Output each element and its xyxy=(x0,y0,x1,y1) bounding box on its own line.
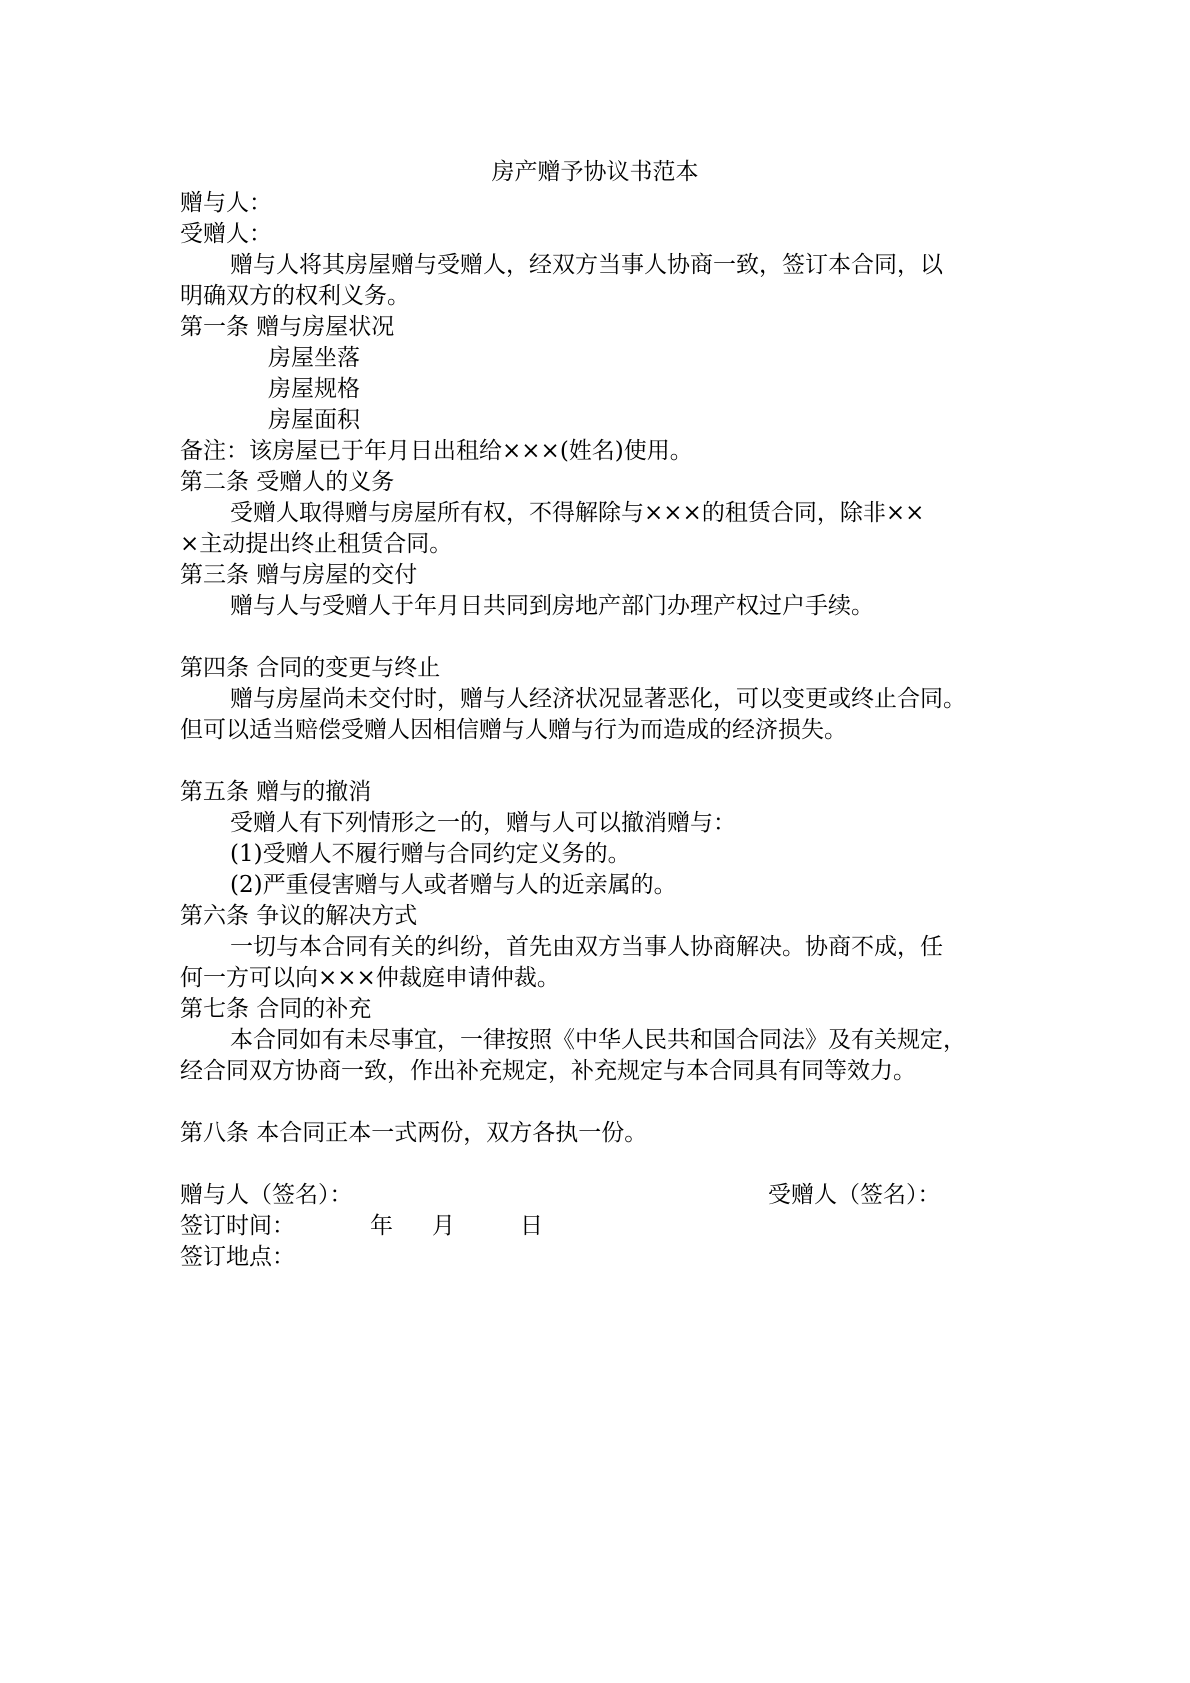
donor-signature-label: 赠与人（签名）： xyxy=(180,1182,353,1208)
donor-label: 赠与人： xyxy=(180,190,272,216)
document-title: 房产赠予协议书范本 xyxy=(491,159,699,185)
article6-line: 一切与本合同有关的纠纷，首先由双方当事人协商解决。协商不成，任 xyxy=(230,934,943,960)
article8-heading: 第八条 本合同正本一式两份，双方各执一份。 xyxy=(180,1120,648,1146)
signing-date-row xyxy=(180,1211,1010,1242)
date-day: 日 xyxy=(520,1213,543,1239)
article7-line: 本合同如有未尽事宜，一律按照《中华人民共和国合同法》及有关规定， xyxy=(230,1027,966,1053)
article3-heading: 第三条 赠与房屋的交付 xyxy=(180,562,418,588)
article4-line: 赠与房屋尚未交付时，赠与人经济状况显著恶化，可以变更或终止合同。 xyxy=(230,686,966,712)
article2-heading: 第二条 受赠人的义务 xyxy=(180,469,395,495)
article2-line: ×主动提出终止租赁合同。 xyxy=(180,531,453,557)
date-month: 月 xyxy=(432,1213,455,1239)
article5-line: (1)受赠人不履行赠与合同约定义务的。 xyxy=(230,841,631,867)
signature-row xyxy=(180,1180,1010,1211)
article4-heading: 第四条 合同的变更与终止 xyxy=(180,655,441,681)
article1-heading: 第一条 赠与房屋状况 xyxy=(180,314,395,340)
spacer xyxy=(180,746,1010,777)
article6-line: 何一方可以向×××仲裁庭申请仲裁。 xyxy=(180,965,560,991)
article1-note: 备注：该房屋已于年月日出租给×××(姓名)使用。 xyxy=(180,438,693,464)
article3-line: 赠与人与受赠人于年月日共同到房地产部门办理产权过户手续。 xyxy=(230,593,874,619)
article4-line: 但可以适当赔偿受赠人因相信赠与人赠与行为而造成的经济损失。 xyxy=(180,717,847,743)
article1-item: 房屋规格 xyxy=(268,376,360,402)
spacer xyxy=(180,1087,1010,1118)
article1-item: 房屋面积 xyxy=(268,407,360,433)
intro-line: 赠与人将其房屋赠与受赠人，经双方当事人协商一致，签订本合同，以 xyxy=(230,252,943,278)
article6-heading: 第六条 争议的解决方式 xyxy=(180,903,418,929)
article1-item: 房屋坐落 xyxy=(268,345,360,371)
donee-signature-label: 受赠人（签名）： xyxy=(768,1182,941,1208)
spacer xyxy=(180,1149,1010,1180)
intro-line: 明确双方的权利义务。 xyxy=(180,283,410,309)
article2-line: 受赠人取得赠与房屋所有权，不得解除与×××的租赁合同，除非×× xyxy=(230,500,925,526)
article5-line: 受赠人有下列情形之一的，赠与人可以撤消赠与： xyxy=(230,810,736,836)
article5-line: (2)严重侵害赠与人或者赠与人的近亲属的。 xyxy=(230,872,677,898)
article5-heading: 第五条 赠与的撤消 xyxy=(180,779,372,805)
signing-place-label: 签订地点： xyxy=(180,1244,295,1270)
article7-line: 经合同双方协商一致，作出补充规定，补充规定与本合同具有同等效力。 xyxy=(180,1058,916,1084)
article7-heading: 第七条 合同的补充 xyxy=(180,996,372,1022)
document-body xyxy=(180,188,1010,1273)
signing-date-label: 签订时间： xyxy=(180,1213,295,1239)
date-year: 年 xyxy=(370,1213,393,1239)
donee-label: 受赠人： xyxy=(180,221,272,247)
spacer xyxy=(180,622,1010,653)
